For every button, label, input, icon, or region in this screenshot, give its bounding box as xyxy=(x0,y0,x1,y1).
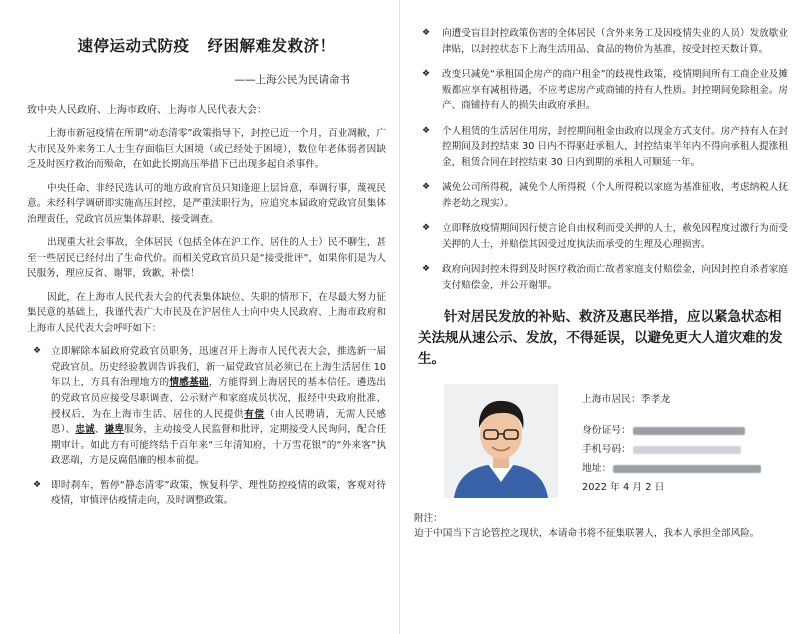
phone-line xyxy=(582,440,761,459)
note-label: 附注： xyxy=(414,513,443,525)
diamond-bullet-icon: ❖ xyxy=(422,223,431,234)
note-text: 迫于中国当下言论管控之现状，本请命书将不征集联署人，我本人承担全部风险。 xyxy=(414,528,760,540)
salutation: 致中央人民政府、上海市政府、上海市人民代表大会： xyxy=(27,105,267,116)
demand-item-1: ❖ 立即解除本届政府党政官员职务，迅速召开上海市人民代表大会，推选新一届党政官员。历史经验教训告诉我们，新一届党政官员必须已在上海生活居住 10 年以上，方具有治理地方的情感基础，方能得到上海居民的基本信任。遴选出的党政官员应接受尽职调查、公示财产和家庭成员状况，报经中央政府批准、授权后，为在上海市生活、居住的人民提供有偿（由人民聘请，无需人民感恩）、忠诚、谦卑服务，主动接受人民监督和批评，定期接受人民询问，配合任期审计。如此方有可能终结千百年来“三年清知府，十万雪花银”的“外来客”执政恶端，方是反腐倡廉的根本前提。 xyxy=(33,346,387,467)
portrait-illustration xyxy=(444,384,558,498)
emphasis-text: 忠诚 xyxy=(75,424,95,436)
redacted-address xyxy=(613,465,761,473)
demand-item-4: ❖ 改变只减免“承租国企房产的商户租金”的歧视性政策，疫情期间所有工商企业及摊贩都应享有减租待遇，不应考虑房产或商铺的持有人性质。封控期间免除租金。房产、商铺持有人的损失由政府承担。 xyxy=(422,69,788,112)
diamond-bullet-icon: ❖ xyxy=(422,125,431,136)
demand-item-6: ❖ 减免公司所得税，减免个人所得税（个人所得税以家庭为基准征收，考虑纳税人抚养老幼之现实）。 xyxy=(422,182,788,209)
redacted-id xyxy=(633,427,745,435)
id-label: 身份证号： xyxy=(582,424,631,436)
signature-block xyxy=(414,382,788,500)
right-page xyxy=(400,0,800,634)
page-title xyxy=(27,34,386,56)
paragraph-2: 中央任命、非经民选认可的地方政府官员只知逢迎上层旨意，奉调行事，蔑视民意。未经科学调研即实施高压封控，是严重渎职行为，应追究本届政府党政官员集体治理责任，党政官员应集体辞职、接受调查。 xyxy=(27,182,386,225)
emphasis-text: 情感基础 xyxy=(169,377,209,389)
title-part-1: 速停运动式防疫 xyxy=(77,37,190,55)
diamond-bullet-icon: ❖ xyxy=(33,479,42,490)
demand-item-7: ❖ 立即释放疫情期间因行使言论自由权利而受关押的人士，赦免因程度过激行为而受关押的人士，并赔偿其因受过度执法而承受的生理及心理损害。 xyxy=(422,223,788,250)
page-subtitle: ——上海公民为民请命书 xyxy=(234,74,350,86)
signature-date: 2022 年 4 月 2 日 xyxy=(582,481,665,493)
demand-item-5: ❖ 个人租赁的生活居住用房，封控期间租金由政府以现金方式支付。房产持有人在封控期间及封控结束 30 日内不得驱赶承租人，封控结束半年内不得向承租人提涨租金，租赁合同在封控结束 30 日内到期的承租人可顺延一年。 xyxy=(422,125,788,168)
address-label: 地址： xyxy=(582,462,612,474)
paragraph-3: 出现重大社会事故，全体居民（包括全体在沪工作、居住的人士）民不聊生，甚至一些居民已经付出了生命代价。而相关党政官员只是“接受批评”，如果你们是为人民服务，理应反省、谢罪，致歉，补偿！ xyxy=(27,237,386,280)
paragraph-1: 上海市新冠疫情在所谓“动态清零”政策指导下，封控已近一个月，百业凋敝，广大市民及外来务工人士生存面临巨大困境（或已经处于困境），数位年老体弱者因缺乏及时医疗救治而殒命，在如此长期高压举措下已出现多起自杀事件。 xyxy=(27,128,386,171)
signature-details xyxy=(582,390,761,497)
diamond-bullet-icon: ❖ xyxy=(422,69,431,80)
date-line xyxy=(582,478,761,497)
diamond-bullet-icon: ❖ xyxy=(422,182,431,193)
title-part-2: 纾困解难发救济！ xyxy=(207,37,336,55)
resident-label: 上海市居民： xyxy=(582,393,641,405)
highlight-statement: 针对居民发放的补贴、救济及惠民举措，应以紧急状态相关法规从速公示、发放，不得延误，以避免更大人道灾难的发生。 xyxy=(418,309,783,368)
address-line xyxy=(582,459,761,478)
person-photo xyxy=(444,384,558,498)
diamond-bullet-icon: ❖ xyxy=(422,264,431,275)
resident-name: 季孝龙 xyxy=(640,393,671,405)
diamond-bullet-icon: ❖ xyxy=(422,28,431,38)
phone-label: 手机号码： xyxy=(582,443,631,455)
resident-line xyxy=(582,390,761,409)
emphasis-text: 有偿 xyxy=(244,408,265,420)
emphasis-text: 谦卑 xyxy=(104,424,124,436)
redacted-phone xyxy=(633,446,741,454)
demand-item-8: ❖ 政府向因封控未得到及时医疗救治而亡故者家庭支付赔偿金，向因封控自杀者家庭支付赔偿金，并公开谢罪。 xyxy=(422,264,788,291)
diamond-bullet-icon: ❖ xyxy=(33,346,42,357)
id-line xyxy=(582,421,761,440)
demand-item-3: ❖ 向遭受盲目封控政策伤害的全体居民（含外来务工及因疫情失业的人员）发放歇业津贴，以封控状态下上海生活用品、食品的物价为基准，按受封控天数计算。 xyxy=(422,28,788,55)
demand-item-2: ❖ 即时刹车，暂停“静态清零”政策，恢复科学、理性防控疫情的政策，客观对待疫情，审慎评估疫情走向，及时调整政策。 xyxy=(33,479,386,507)
paragraph-4: 因此，在上海市人民代表大会的代表集体缺位、失职的情形下，在尽最大努力征集民意的基础上，我谨代表广大市民及在沪居住人士向中央人民政府、上海市政府和上海市人民代表大会呼吁如下： xyxy=(27,291,386,334)
